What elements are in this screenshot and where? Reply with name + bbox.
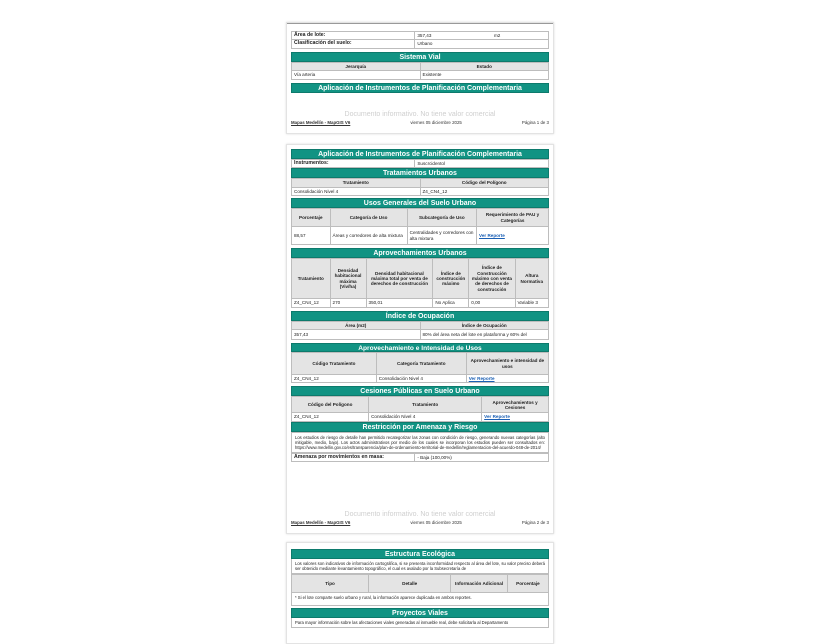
- table-row: [292, 330, 549, 340]
- lot-area-value: 357,43: [415, 32, 492, 40]
- table-cell: Áreas y corredores de alta mixtura: [330, 227, 407, 245]
- table-row: [292, 160, 549, 168]
- table-cell: No Aplica: [433, 299, 469, 307]
- table-header-row: [292, 62, 549, 70]
- table-row: [292, 299, 549, 307]
- table-row: [292, 413, 549, 421]
- table-cell: 270: [330, 299, 366, 307]
- table-header-row: [292, 259, 549, 299]
- table-row: [292, 187, 549, 195]
- footer-date: viernes 05 diciembre 2025: [410, 520, 462, 525]
- ver-reporte-link[interactable]: Ver Reporte: [484, 414, 510, 420]
- estructura-paragraph: Los valores son indicativos de información cartográfica, si se presenta inconformidad respecto al área del lote, su valor preciso deberá ser obtenido mediante levantamiento topográfico, el cual es avalado por la Subsecretaría de: [291, 559, 549, 574]
- table-cell: Vía arteria: [292, 71, 421, 79]
- section-header-estructura-ecologica: Estructura Ecológica: [291, 549, 549, 559]
- table-row: [292, 40, 549, 48]
- column-header: Código del Polígono: [292, 397, 369, 413]
- instrumentos-value: Suscrcidentol: [415, 160, 549, 168]
- table-cell: 0,00: [469, 299, 515, 307]
- table-header-row: [292, 179, 549, 187]
- column-header: Tratamiento: [292, 179, 421, 187]
- intensidad-table: [291, 352, 549, 383]
- section-header-restriccion: Restricción por Amenaza y Riesgo: [291, 422, 549, 432]
- document-page-2: [286, 144, 554, 534]
- column-header: Categoría Tratamiento: [376, 353, 466, 375]
- table-cell: Consolidación Nivel 4: [369, 413, 482, 421]
- instrumentos-label: Instrumentos:: [292, 160, 415, 168]
- table-header-row: [292, 397, 549, 413]
- document-page-1: [286, 22, 554, 134]
- aprovechamientos-table: [291, 258, 549, 307]
- column-header: Aprovechamiento e intensidad de usos: [466, 353, 548, 375]
- ver-reporte-link[interactable]: Ver Reporte: [468, 376, 495, 382]
- lot-area-unit: m2: [492, 32, 549, 40]
- footer-brand: Mapas Medellín - MapGIS V6: [291, 520, 351, 525]
- table-row: [292, 71, 549, 79]
- column-header: Tratamiento: [369, 397, 482, 413]
- column-header: Porcentaje: [292, 209, 331, 227]
- watermark: Documento informativo. No tiene valor comercial: [344, 111, 496, 118]
- section-header-ocupacion: Índice de Ocupación: [291, 311, 549, 321]
- footer-date: viernes 05 diciembre 2025: [410, 120, 462, 125]
- usos-table: [291, 208, 549, 245]
- column-header: Subcategoría de Uso: [407, 209, 476, 227]
- instrumentos-table: [291, 159, 549, 168]
- table-cell: Variable 3: [515, 299, 548, 307]
- sistema-vial-table: [291, 62, 549, 80]
- lot-area-label: Área de lote:: [292, 32, 415, 40]
- footer-page-number: Página 1 de 3: [521, 120, 549, 125]
- table-row: [292, 32, 549, 40]
- column-header: Aprovechamientos y Cesiones: [482, 397, 549, 413]
- column-header: Densidad habitacional máxima total por venta de derechos de construcción: [366, 259, 433, 299]
- table-cell: [477, 227, 549, 245]
- column-header: Categoría de Uso: [330, 209, 407, 227]
- section-header-sistema-vial: Sistema Vial: [291, 52, 549, 62]
- table-cell: Consolidación Nivel 4: [376, 375, 466, 383]
- column-header: Tratamiento: [292, 259, 331, 299]
- section-header-intensidad: Aprovechamiento e Intensidad de Usos: [291, 343, 549, 352]
- table-cell: Z4_CN4_12: [292, 413, 369, 421]
- table-row: [292, 227, 549, 245]
- table-cell: 80% del área neta del lote en plataforma y 60% del: [420, 330, 549, 340]
- amenaza-value: - Baja (100,00%): [415, 453, 549, 461]
- table-cell: Consolidación Nivel 4: [292, 187, 421, 195]
- section-header-proyectos-viales: Proyectos Viales: [291, 608, 549, 618]
- table-header-row: [292, 353, 549, 375]
- column-header: Código del Polígono: [420, 179, 549, 187]
- estructura-note: * Si el lote comparte suelo urbano y rural, la información aparece duplicada en ambos reportes.: [291, 593, 549, 606]
- document-page-3: [286, 542, 554, 644]
- cesiones-table: [291, 396, 549, 421]
- column-header: Densidad habitacional máxima (Viv/ha): [330, 259, 366, 299]
- column-header: Código Tratamiento: [292, 353, 377, 375]
- column-header: Detalle: [369, 575, 451, 593]
- column-header: Índice de construcción máximo: [433, 259, 469, 299]
- table-cell: [482, 413, 549, 421]
- table-row: [292, 453, 549, 461]
- column-header: Información Adicional: [451, 575, 508, 593]
- table-row: [292, 375, 549, 383]
- table-cell: Z4_CN4_12: [292, 375, 377, 383]
- table-cell: Z4_CN4_12: [292, 299, 331, 307]
- soil-class-value: Urbano: [415, 40, 549, 48]
- section-header-aprovechamientos: Aprovechamientos Urbanos: [291, 248, 549, 258]
- table-cell: 88,57: [292, 227, 331, 245]
- section-header-aplicacion: Aplicación de Instrumentos de Planificación Complementaria: [291, 83, 549, 93]
- section-header-cesiones: Cesiones Públicas en Suelo Urbano: [291, 386, 549, 396]
- column-header: Estado: [420, 62, 549, 70]
- column-header: Altura Normativa: [515, 259, 548, 299]
- table-cell: 357,43: [292, 330, 421, 340]
- section-header-tratamientos: Tratamientos Urbanos: [291, 168, 549, 178]
- table-cell: Z4_CN4_12: [420, 187, 549, 195]
- column-header: Tipo: [292, 575, 369, 593]
- section-header-aplicacion: Aplicación de Instrumentos de Planificación Complementaria: [291, 149, 549, 159]
- table-cell: 350,01: [366, 299, 433, 307]
- column-header: Jerarquía: [292, 62, 421, 70]
- page-footer: [291, 120, 549, 125]
- page-edge: [287, 23, 553, 24]
- table-cell: Existente: [420, 71, 549, 79]
- column-header: Índice de Ocupación: [420, 321, 549, 329]
- page-footer: [291, 520, 549, 525]
- section-header-usos: Usos Generales del Suelo Urbano: [291, 198, 549, 208]
- column-header: Requerimiento de PAU y Categorías: [477, 209, 549, 227]
- table-header-row: [292, 575, 549, 593]
- proyectos-paragraph: Para mayor información sobre las afectaciones viales generadas al inmueble real, debe solicitarla al Departamento: [291, 618, 549, 628]
- table-cell: Centralidades y corredores con alta mixtura: [407, 227, 476, 245]
- restriccion-paragraph: Los estudios de riesgo de detalle han permitido recategorizar las zonas con condición de riesgo, generando nuevas categorías (alto mitigable, medio, bajo). Los actos administrativos por medio de los cuales se incorporan los estudios pueden ser consultados en: https://www.medellin.gov.co/es/transparencia/plan-de-ordenamiento-territorial-de-medellin/reglamentacion-del-acuerdo-048-de-2014/: [291, 432, 549, 453]
- lot-info-table: [291, 31, 549, 49]
- ver-reporte-link[interactable]: Ver Reporte: [479, 233, 505, 239]
- footer-page-number: Página 2 de 3: [521, 520, 549, 525]
- estructura-table: [291, 574, 549, 593]
- soil-class-label: Clasificación del suelo:: [292, 40, 415, 48]
- ocupacion-table: [291, 321, 549, 340]
- watermark: Documento informativo. No tiene valor comercial: [344, 511, 496, 518]
- table-header-row: [292, 209, 549, 227]
- table-header-row: [292, 321, 549, 329]
- column-header: Porcentaje: [507, 575, 548, 593]
- footer-brand: Mapas Medellín - MapGIS V6: [291, 120, 351, 125]
- tratamientos-table: [291, 178, 549, 196]
- column-header: Área (m2): [292, 321, 421, 329]
- amenaza-label: Amenaza por movimientos en masa:: [292, 453, 415, 461]
- amenaza-table: [291, 453, 549, 462]
- table-cell: [466, 375, 548, 383]
- column-header: Índice de Construcción máximo con venta de derechos de construcción: [469, 259, 515, 299]
